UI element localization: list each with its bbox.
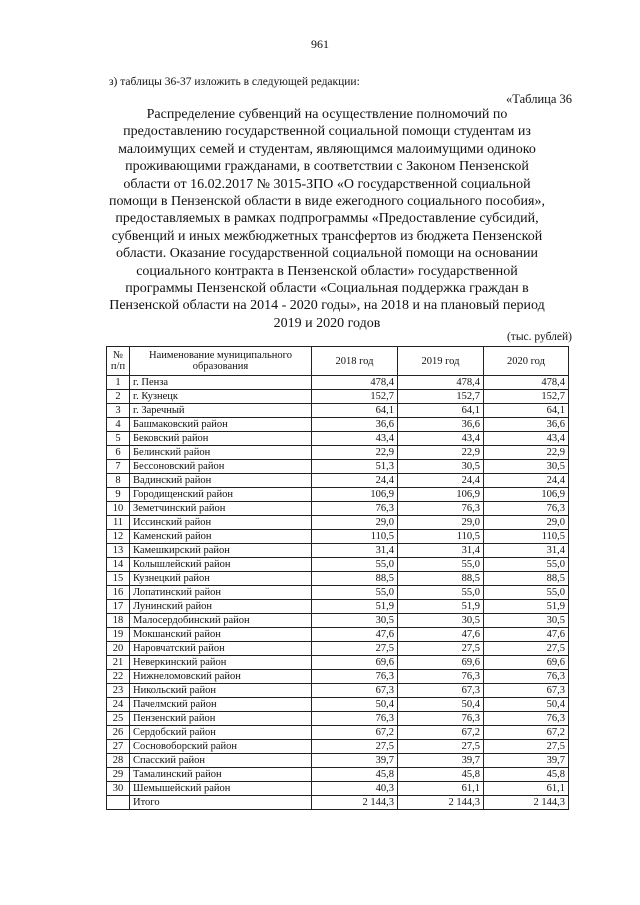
value-2019-cell: 31,4 <box>398 544 484 558</box>
value-2019-cell: 36,6 <box>398 418 484 432</box>
table-row <box>107 446 569 460</box>
municipality-cell: Городищенский район <box>130 488 312 502</box>
value-2019-cell: 67,2 <box>398 726 484 740</box>
row-number-cell: 15 <box>107 572 130 586</box>
table-row <box>107 544 569 558</box>
municipality-cell: Нижнеломовский район <box>130 670 312 684</box>
value-2020-cell: 55,0 <box>484 586 569 600</box>
value-2018-cell: 69,6 <box>312 656 398 670</box>
row-number-cell: 11 <box>107 516 130 530</box>
municipality-cell: Лунинский район <box>130 600 312 614</box>
row-number-cell: 24 <box>107 698 130 712</box>
value-2020-cell: 22,9 <box>484 446 569 460</box>
heading-line: проживающими гражданами, в соответствии с Законом Пензенской <box>125 159 529 175</box>
row-number-cell: 12 <box>107 530 130 544</box>
row-number-cell: 1 <box>107 376 130 390</box>
value-2019-cell: 55,0 <box>398 586 484 600</box>
value-2019-cell: 76,3 <box>398 670 484 684</box>
municipality-cell: Пензенский район <box>130 712 312 726</box>
value-2019-cell: 30,5 <box>398 614 484 628</box>
heading-line: области от 16.02.2017 № 3015-ЗПО «О государственной социальной <box>123 176 531 192</box>
header-2019: 2019 год <box>398 347 484 376</box>
table-row <box>107 432 569 446</box>
municipality-cell: Наровчатский район <box>130 642 312 656</box>
row-number-cell: 27 <box>107 740 130 754</box>
value-2020-cell: 24,4 <box>484 474 569 488</box>
municipality-cell: Вадинский район <box>130 474 312 488</box>
header-number: № п/п <box>107 347 130 376</box>
value-2019-cell: 106,9 <box>398 488 484 502</box>
row-number-cell: 14 <box>107 558 130 572</box>
municipality-cell: Малосердобинский район <box>130 614 312 628</box>
heading-line: Пензенской области на 2014 - 2020 годы», на 2018 и на плановый период <box>109 298 545 314</box>
municipality-cell: Земетчинский район <box>130 502 312 516</box>
table-row <box>107 628 569 642</box>
row-number-cell: 13 <box>107 544 130 558</box>
row-number-cell: 4 <box>107 418 130 432</box>
value-2018-cell: 43,4 <box>312 432 398 446</box>
table-body <box>107 376 569 810</box>
table-row <box>107 740 569 754</box>
heading-line: области. Оказание государственной социальной помощи на основании <box>115 246 539 262</box>
value-2019-cell: 69,6 <box>398 656 484 670</box>
value-2019-cell: 478,4 <box>398 376 484 390</box>
table-row <box>107 586 569 600</box>
subvention-table <box>106 346 569 810</box>
value-2018-cell: 31,4 <box>312 544 398 558</box>
table-row <box>107 726 569 740</box>
table-row <box>107 684 569 698</box>
municipality-cell: Белинский район <box>130 446 312 460</box>
row-number-cell: 7 <box>107 460 130 474</box>
value-2018-cell: 50,4 <box>312 698 398 712</box>
value-2020-cell: 478,4 <box>484 376 569 390</box>
municipality-cell: Кузнецкий район <box>130 572 312 586</box>
value-2018-cell: 67,3 <box>312 684 398 698</box>
value-2019-cell: 152,7 <box>398 390 484 404</box>
value-2019-cell: 76,3 <box>398 502 484 516</box>
total-row <box>107 796 569 810</box>
row-number-cell: 18 <box>107 614 130 628</box>
value-2018-cell: 22,9 <box>312 446 398 460</box>
header-municipality: Наименование муниципального образования <box>130 347 312 376</box>
row-number-cell <box>107 796 130 810</box>
value-2020-cell: 76,3 <box>484 670 569 684</box>
value-2019-cell: 67,3 <box>398 684 484 698</box>
heading-line: предоставлению государственной социальной помощи студентам из <box>123 124 531 140</box>
municipality-cell: Тамалинский район <box>130 768 312 782</box>
value-2020-cell: 47,6 <box>484 628 569 642</box>
value-2018-cell: 24,4 <box>312 474 398 488</box>
municipality-cell: г. Заречный <box>130 404 312 418</box>
value-2019-cell: 61,1 <box>398 782 484 796</box>
row-number-cell: 30 <box>107 782 130 796</box>
municipality-cell: Пачелмский район <box>130 698 312 712</box>
row-number-cell: 25 <box>107 712 130 726</box>
row-number-cell: 16 <box>107 586 130 600</box>
municipality-cell: Никольский район <box>130 684 312 698</box>
value-2020-cell: 27,5 <box>484 642 569 656</box>
value-2019-cell: 51,9 <box>398 600 484 614</box>
table-row <box>107 768 569 782</box>
value-2019-cell: 55,0 <box>398 558 484 572</box>
table-row <box>107 502 569 516</box>
table-row <box>107 530 569 544</box>
value-2020-cell: 76,3 <box>484 502 569 516</box>
value-2019-cell: 27,5 <box>398 740 484 754</box>
municipality-cell: Лопатинский район <box>130 586 312 600</box>
value-2019-cell: 88,5 <box>398 572 484 586</box>
value-2019-cell: 50,4 <box>398 698 484 712</box>
value-2018-cell: 152,7 <box>312 390 398 404</box>
value-2018-cell: 30,5 <box>312 614 398 628</box>
value-2019-cell: 30,5 <box>398 460 484 474</box>
value-2019-cell: 27,5 <box>398 642 484 656</box>
table-row <box>107 488 569 502</box>
value-2018-cell: 67,2 <box>312 726 398 740</box>
value-2020-cell: 51,9 <box>484 600 569 614</box>
municipality-cell: Итого <box>130 796 312 810</box>
table-row <box>107 460 569 474</box>
value-2020-cell: 27,5 <box>484 740 569 754</box>
municipality-cell: Спасский район <box>130 754 312 768</box>
table-row <box>107 390 569 404</box>
heading-line: 2019 и 2020 годов <box>273 315 381 331</box>
value-2018-cell: 76,3 <box>312 670 398 684</box>
row-number-cell: 5 <box>107 432 130 446</box>
value-2018-cell: 27,5 <box>312 740 398 754</box>
table-label: «Таблица 36 <box>506 92 572 106</box>
municipality-cell: Сердобский район <box>130 726 312 740</box>
value-2019-cell: 43,4 <box>398 432 484 446</box>
row-number-cell: 10 <box>107 502 130 516</box>
value-2018-cell: 36,6 <box>312 418 398 432</box>
row-number-cell: 3 <box>107 404 130 418</box>
value-2018-cell: 55,0 <box>312 586 398 600</box>
value-2020-cell: 45,8 <box>484 768 569 782</box>
value-2019-cell: 2 144,3 <box>398 796 484 810</box>
value-2020-cell: 152,7 <box>484 390 569 404</box>
header-2020: 2020 год <box>484 347 569 376</box>
units-label: (тыс. рублей) <box>506 331 572 343</box>
row-number-cell: 29 <box>107 768 130 782</box>
table-row <box>107 572 569 586</box>
table-row <box>107 600 569 614</box>
heading-line: помощи в Пензенской области в виде ежегодного социального пособия», <box>109 194 545 210</box>
value-2018-cell: 55,0 <box>312 558 398 572</box>
value-2018-cell: 27,5 <box>312 642 398 656</box>
row-number-cell: 28 <box>107 754 130 768</box>
value-2019-cell: 110,5 <box>398 530 484 544</box>
value-2019-cell: 29,0 <box>398 516 484 530</box>
value-2020-cell: 67,2 <box>484 726 569 740</box>
value-2020-cell: 29,0 <box>484 516 569 530</box>
value-2018-cell: 76,3 <box>312 712 398 726</box>
table-row <box>107 516 569 530</box>
value-2020-cell: 110,5 <box>484 530 569 544</box>
table-row <box>107 474 569 488</box>
value-2020-cell: 76,3 <box>484 712 569 726</box>
heading-line: программы Пензенской области «Социальная поддержка граждан в <box>125 281 529 297</box>
value-2018-cell: 39,7 <box>312 754 398 768</box>
intro-text: з) таблицы 36-37 изложить в следующей редакции: <box>109 76 360 88</box>
heading-line: субвенций и иных межбюджетных трансфертов из бюджета Пензенской <box>111 228 543 244</box>
row-number-cell: 21 <box>107 656 130 670</box>
value-2020-cell: 43,4 <box>484 432 569 446</box>
row-number-cell: 6 <box>107 446 130 460</box>
table-row <box>107 656 569 670</box>
row-number-cell: 2 <box>107 390 130 404</box>
row-number-cell: 22 <box>107 670 130 684</box>
municipality-cell: Неверкинский район <box>130 656 312 670</box>
table-row <box>107 712 569 726</box>
table-row <box>107 558 569 572</box>
row-number-cell: 9 <box>107 488 130 502</box>
value-2019-cell: 45,8 <box>398 768 484 782</box>
municipality-cell: Сосновоборский район <box>130 740 312 754</box>
value-2018-cell: 51,9 <box>312 600 398 614</box>
municipality-cell: Башмаковский район <box>130 418 312 432</box>
row-number-cell: 17 <box>107 600 130 614</box>
value-2020-cell: 39,7 <box>484 754 569 768</box>
value-2020-cell: 64,1 <box>484 404 569 418</box>
value-2018-cell: 45,8 <box>312 768 398 782</box>
value-2019-cell: 47,6 <box>398 628 484 642</box>
value-2018-cell: 110,5 <box>312 530 398 544</box>
value-2018-cell: 64,1 <box>312 404 398 418</box>
value-2020-cell: 106,9 <box>484 488 569 502</box>
table-row <box>107 698 569 712</box>
value-2019-cell: 22,9 <box>398 446 484 460</box>
heading-line: социального контракта в Пензенской области» государственной <box>136 263 518 279</box>
value-2020-cell: 30,5 <box>484 460 569 474</box>
value-2020-cell: 2 144,3 <box>484 796 569 810</box>
row-number-cell: 20 <box>107 642 130 656</box>
table-row <box>107 614 569 628</box>
value-2020-cell: 30,5 <box>484 614 569 628</box>
value-2018-cell: 76,3 <box>312 502 398 516</box>
value-2019-cell: 39,7 <box>398 754 484 768</box>
value-2018-cell: 29,0 <box>312 516 398 530</box>
value-2020-cell: 50,4 <box>484 698 569 712</box>
table-header-row <box>107 347 569 376</box>
municipality-cell: Каменский район <box>130 530 312 544</box>
table-row <box>107 418 569 432</box>
municipality-cell: г. Кузнецк <box>130 390 312 404</box>
municipality-cell: Камешкирский район <box>130 544 312 558</box>
value-2020-cell: 31,4 <box>484 544 569 558</box>
value-2020-cell: 36,6 <box>484 418 569 432</box>
value-2018-cell: 478,4 <box>312 376 398 390</box>
municipality-cell: Бековский район <box>130 432 312 446</box>
value-2020-cell: 69,6 <box>484 656 569 670</box>
value-2018-cell: 51,3 <box>312 460 398 474</box>
value-2020-cell: 61,1 <box>484 782 569 796</box>
municipality-cell: Бессоновский район <box>130 460 312 474</box>
value-2019-cell: 76,3 <box>398 712 484 726</box>
row-number-cell: 8 <box>107 474 130 488</box>
table-row <box>107 404 569 418</box>
heading-line: предоставляемых в рамках подпрограммы «Предоставление субсидий, <box>115 211 539 227</box>
row-number-cell: 19 <box>107 628 130 642</box>
municipality-cell: Мокшанский район <box>130 628 312 642</box>
page-number: 961 <box>311 37 329 51</box>
heading-line: малоимущих семей и студентам, являющимся малоимущими одиноко <box>118 141 536 157</box>
value-2018-cell: 40,3 <box>312 782 398 796</box>
municipality-cell: г. Пенза <box>130 376 312 390</box>
table-row <box>107 670 569 684</box>
row-number-cell: 23 <box>107 684 130 698</box>
heading-line: Распределение субвенций на осуществление полномочий по <box>146 107 508 122</box>
value-2018-cell: 88,5 <box>312 572 398 586</box>
value-2019-cell: 64,1 <box>398 404 484 418</box>
value-2020-cell: 88,5 <box>484 572 569 586</box>
value-2020-cell: 67,3 <box>484 684 569 698</box>
row-number-cell: 26 <box>107 726 130 740</box>
value-2019-cell: 24,4 <box>398 474 484 488</box>
value-2020-cell: 55,0 <box>484 558 569 572</box>
municipality-cell: Шемышейский район <box>130 782 312 796</box>
header-2018: 2018 год <box>312 347 398 376</box>
table-row <box>107 642 569 656</box>
table-row <box>107 376 569 390</box>
municipality-cell: Колышлейский район <box>130 558 312 572</box>
value-2018-cell: 2 144,3 <box>312 796 398 810</box>
table-row <box>107 782 569 796</box>
municipality-cell: Иссинский район <box>130 516 312 530</box>
table-heading <box>86 106 568 332</box>
value-2018-cell: 106,9 <box>312 488 398 502</box>
table-row <box>107 754 569 768</box>
value-2018-cell: 47,6 <box>312 628 398 642</box>
